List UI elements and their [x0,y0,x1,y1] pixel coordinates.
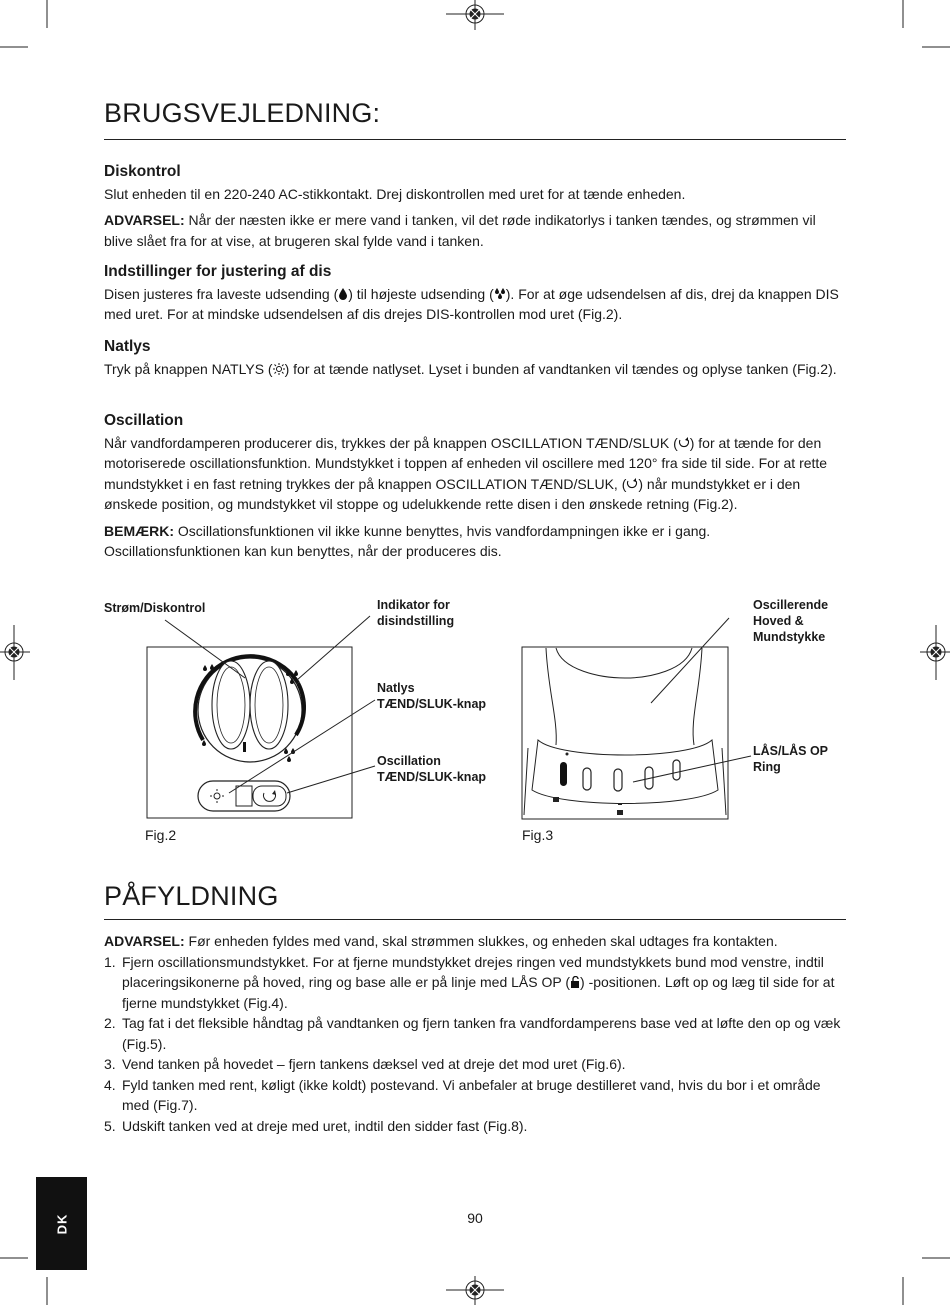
step-item [104,1116,846,1137]
label-lock-ring [753,743,828,775]
label-nightlight-button [377,680,486,712]
step-text-b: ) -positionen. Løft op og læg til side for at fjerne mundstykket (Fig.4). [122,974,835,1011]
step-text: Udskift tanken ved at dreje med uret, indtil den sidder fast (Fig.8). [122,1117,528,1134]
oscillation-icon [678,437,690,449]
warning-label: ADVARSEL: [104,933,185,949]
step-number: 3. [104,1056,116,1072]
diskontrol-warning [104,210,846,251]
fig3-caption: Fig.3 [522,827,554,843]
section-heading-usage: BRUGSVEJLEDNING: [104,98,381,128]
registration-mark-right [920,625,950,680]
oscillation-title: Oscillation [104,412,184,429]
dis-text [104,284,846,325]
filling-steps [104,952,846,1137]
step-number: 4. [104,1076,116,1093]
natlys-text-b: ) for at tænde natlyset. Lyset i bunden af vandtanken vil tændes og oplyse tanken (Fig.2). [284,360,837,377]
natlys-text-a: Tryk på knappen NATLYS ( [104,360,273,377]
label-power-control: Strøm/Diskontrol [104,601,206,615]
diskontrol-text: Slut enheden til en 220-240 AC-stikkontakt. Drej diskontrollen med uret for at tænde enheden. [104,185,686,202]
osc-text-b: ) for at tænde for den motoriserede oscillationsfunktion. Mundstykket i toppen af enheden vil oscillere med 120° fra side til side. For at rette mundstykket i en fast retning trykkes der på knappen OSCILLATION TÆND/SLUK, ( [104,434,828,492]
label-oscillating-head [753,597,828,645]
nightlight-icon [273,363,285,375]
dis-text-a: Disen justeres fra laveste udsending ( [104,285,339,302]
label-head-line2: Hoved & [753,614,804,628]
fig2-caption: Fig.2 [145,827,177,843]
registration-mark-left [0,625,30,680]
label-oscillation-button [377,753,486,785]
step-number: 5. [104,1117,116,1134]
filling-warning [104,931,846,952]
step-number: 2. [104,1015,116,1031]
registration-mark-top [446,0,504,30]
section-natlys [104,337,846,379]
page-number: 90 [467,1210,483,1226]
step-number: 1. [104,953,116,970]
section-heading-filling: PÅFYLDNING [104,881,279,911]
oscillation-note [104,521,846,562]
section-filling [104,931,846,1136]
section-dis [104,262,846,325]
single-drop-icon [338,288,348,300]
unlock-icon [570,976,580,988]
dis-text-b: ) til højeste udsending ( [348,285,494,302]
note-text: Oscillationsfunktionen vil ikke kunne benyttes, hvis vandfordampningen ikke er i gang. Oscillationsfunktionen kan kun benyttes, når der produceres dis. [104,522,711,559]
step-text: Vend tanken på hovedet – fjern tankens dæksel ved at dreje det mod uret (Fig.6). [122,1056,626,1072]
osc-text-c: ) når mundstykket er i den ønskede position, og mundstykket vil stoppe og udelukkende rette disen i den ønskede retning (Fig.2). [104,475,801,512]
label-indicator [377,597,454,629]
natlys-text [104,359,846,380]
label-lock-line1: LÅS/LÅS OP [753,744,829,758]
note-label: BEMÆRK: [104,522,174,539]
label-lock-line2: Ring [753,760,781,774]
label-natlys-line2: TÆND/SLUK-knap [377,697,487,711]
section-oscillation [104,411,846,562]
step-item [104,1054,846,1075]
dis-text-c: ). For at øge udsendelsen af dis, drej da knappen DIS med uret. For at mindske udsendelsen af dis drejes DIS-kontrollen mod uret (Fig.2). [104,285,839,322]
label-head-line1: Oscillerende [753,598,829,612]
section-diskontrol [104,162,846,251]
warning-text: Før enheden fyldes med vand, skal strømmen slukkes, og enheden skal udtages fra kontakten. [184,933,778,949]
language-tab-label: DK [54,1213,69,1234]
oscillation-text [104,433,846,515]
osc-text-a: Når vandfordamperen producerer dis, trykkes der på knappen OSCILLATION TÆND/SLUK ( [104,434,678,451]
multi-drop-icon [494,288,506,300]
label-indicator-line2: disindstilling [377,614,455,628]
step-item [104,1013,846,1054]
natlys-title: Natlys [104,338,151,355]
step-text: Tag fat i det fleksible håndtag på vandtanken og fjern tanken fra vandfordamperens base ved at løfte den op og væk (Fig.5). [122,1015,841,1052]
diskontrol-title: Diskontrol [104,163,181,180]
dis-title: Indstillinger for justering af dis [104,263,332,280]
step-text: Fyld tanken med rent, køligt (ikke koldt) postevand. Vi anbefaler at bruge destilleret vand, hvis du bor i et område med (Fig.7). [122,1076,821,1113]
label-head-line3: Mundstykke [753,630,826,644]
warning-text: Når der næsten ikke er mere vand i tanken, vil det røde indikatorlys i tanken tændes, og strømmen vil blive slået fra for at vise, at brugeren skal fylde vand i tanken. [104,212,816,249]
heading-rule [104,139,846,140]
label-indicator-line1: Indikator for [377,598,450,612]
warning-label: ADVARSEL: [104,212,185,228]
label-osc-line1: Oscillation [377,754,441,768]
step-item [104,952,846,1014]
step-item [104,1075,846,1116]
heading-rule-2 [104,919,846,920]
label-natlys-line1: Natlys [377,681,415,695]
oscillation-icon [626,478,638,490]
step-text-a: Fjern oscillationsmundstykket. For at fjerne mundstykket drejes ringen ved mundstykkets bund mod venstre, indtil placeringsikonerne på hoved, ring og base alle er på linje med LÅS OP ( [122,953,824,990]
registration-mark-bottom [446,1276,504,1305]
label-osc-line2: TÆND/SLUK-knap [377,770,487,784]
